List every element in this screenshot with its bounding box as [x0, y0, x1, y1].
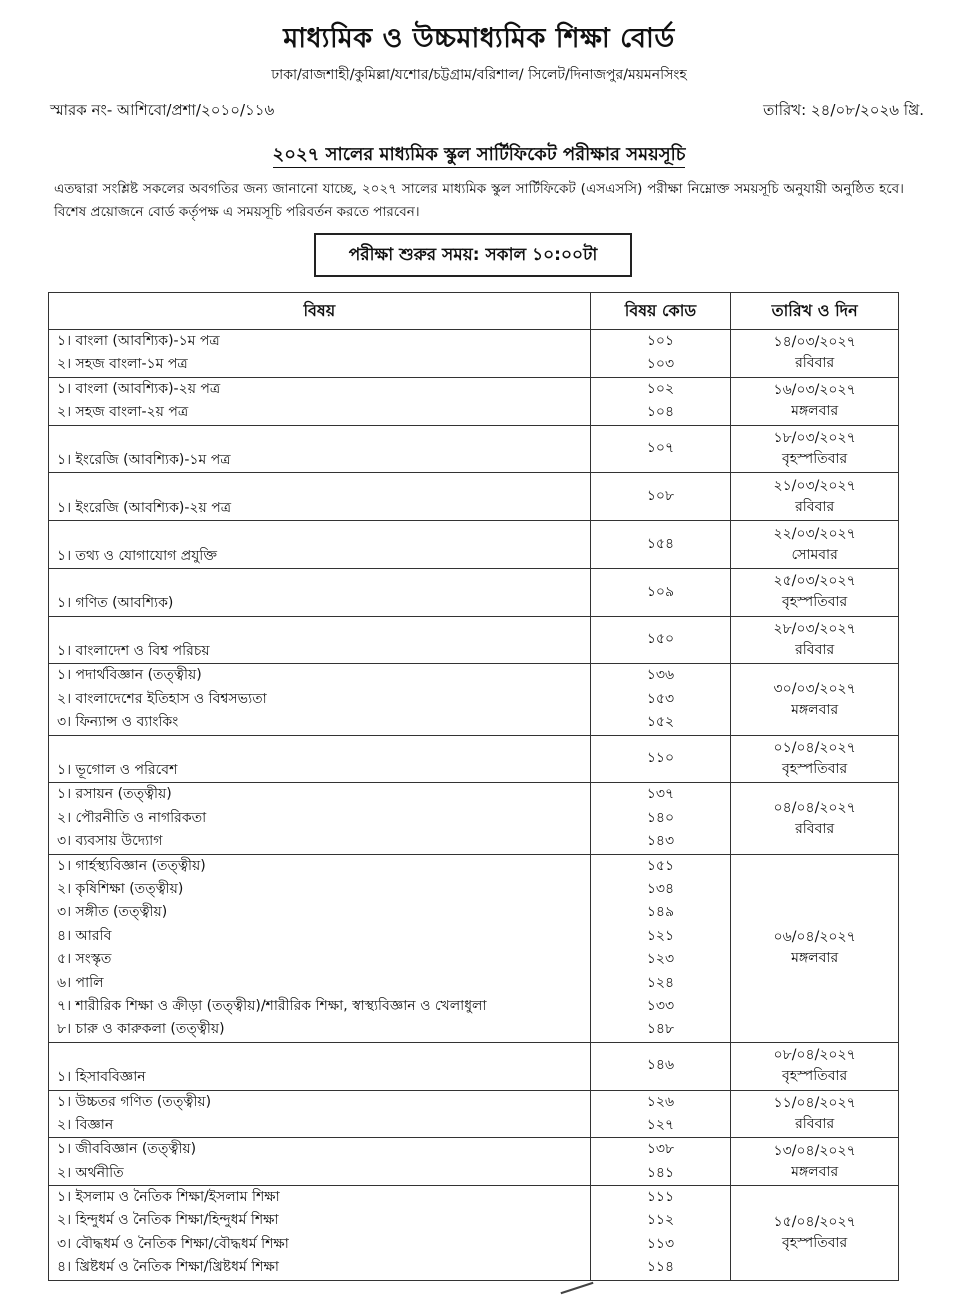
table-row	[49, 330, 899, 378]
subject-code: ১১৪	[646, 1259, 675, 1276]
exam-date: ১১/০৪/২০২৭	[773, 1094, 856, 1111]
subject-cell	[49, 1042, 591, 1090]
subject-code: ১২১	[646, 927, 675, 944]
subject-code: ১৩৪	[646, 880, 675, 897]
date-day-cell	[731, 664, 899, 735]
table-row	[49, 735, 899, 783]
subject-name: ১। গার্হস্থ্যবিজ্ঞান (তত্ত্বীয়)	[57, 857, 206, 874]
table-row	[49, 854, 899, 1042]
exam-day: বৃহস্পতিবার	[781, 1068, 848, 1085]
subject-name: ১। বাংলা (আবশ্যিক)-১ম পত্র	[57, 333, 220, 349]
subject-code: ১৫০	[646, 631, 675, 648]
subject-name: ১। ইংরেজি (আবশ্যিক)-১ম পত্র	[57, 451, 231, 468]
subject-code-cell	[590, 1186, 731, 1281]
exam-day: রবিবার	[795, 1115, 835, 1132]
table-row	[49, 1042, 899, 1090]
subject-name: ২। কৃষিশিক্ষা (তত্ত্বীয়)	[57, 880, 184, 897]
memo-date: তারিখ: ২৪/০৮/২০২৬ খ্রি.	[763, 101, 924, 119]
spacer	[49, 473, 590, 496]
subject-code: ১৫১	[646, 857, 675, 874]
exam-schedule-table	[48, 292, 899, 1281]
exam-day: বৃহস্পতিবার	[781, 761, 848, 778]
subject-cell	[49, 854, 591, 1042]
subject-code-cell	[590, 425, 731, 473]
exam-date: ১৬/০৩/২০২৭	[773, 382, 856, 399]
subject-code: ১০১	[646, 333, 675, 349]
subject-code: ১২৪	[646, 974, 675, 991]
exam-day: মঙ্গলবার	[791, 701, 839, 718]
exam-date: ১৪/০৩/২০২৭	[773, 334, 856, 351]
subject-code-cell	[590, 735, 731, 783]
subject-cell	[49, 1090, 591, 1138]
subject-code: ১০৯	[646, 583, 675, 600]
subject-cell	[49, 783, 591, 854]
subject-code-cell	[590, 854, 731, 1042]
exam-day: বৃহস্পতিবার	[781, 594, 848, 611]
table-row	[49, 377, 899, 425]
document-title: ২০২৭ সালের মাধ্যমিক স্কুল সার্টিফিকেট পরীক্ষার সময়সূচি	[273, 144, 686, 168]
table-row	[49, 783, 899, 854]
subject-name: ৩। ফিন্যান্স ও ব্যাংকিং	[57, 714, 179, 731]
subject-code: ১৩৭	[646, 786, 675, 803]
subject-code: ১০৪	[646, 404, 675, 421]
exam-day: বৃহস্পতিবার	[781, 1234, 848, 1251]
subject-code: ১২৬	[646, 1093, 675, 1110]
subject-code: ১৪১	[646, 1164, 675, 1181]
exam-day: মঙ্গলবার	[791, 403, 839, 420]
subject-code: ১২৭	[646, 1116, 675, 1133]
subject-code-cell	[590, 783, 731, 854]
subject-code: ১০৭	[646, 440, 675, 457]
subject-code: ১৪৬	[646, 1057, 675, 1074]
subject-name: ২। সহজ বাংলা-১ম পত্র	[57, 356, 188, 373]
subject-name: ৪। খ্রিষ্টধর্ম ও নৈতিক শিক্ষা/খ্রিষ্টধর্ম শিক্ষা	[57, 1259, 279, 1276]
subject-name: ২। সহজ বাংলা-২য় পত্র	[57, 404, 189, 421]
date-day-cell	[731, 473, 899, 521]
exam-date: ১৫/০৪/২০২৭	[773, 1213, 856, 1230]
board-name: মাধ্যমিক ও উচ্চমাধ্যমিক শিক্ষা বোর্ড	[283, 23, 675, 54]
subject-name: ৬। পালি	[57, 974, 104, 991]
subject-cell	[49, 473, 591, 521]
exam-day: রবিবার	[795, 642, 835, 659]
document-heading	[0, 140, 958, 171]
subject-code: ১৫৩	[646, 690, 675, 707]
subject-cell	[49, 568, 591, 616]
subject-name: ১। পদার্থবিজ্ঞান (তত্ত্বীয়)	[57, 667, 202, 684]
subject-code-cell	[590, 377, 731, 425]
subject-cell	[49, 735, 591, 783]
subject-code: ১৩৩	[646, 997, 675, 1014]
date-day-cell	[731, 616, 899, 664]
date-day-cell	[731, 735, 899, 783]
table-row	[49, 425, 899, 473]
table-row	[49, 568, 899, 616]
subject-code: ১১৩	[646, 1235, 675, 1252]
subject-name: ১। বাংলা (আবশ্যিক)-২য় পত্র	[57, 380, 221, 397]
subject-name: ২। বাংলাদেশের ইতিহাস ও বিশ্বসভ্যতা	[57, 690, 267, 707]
exam-date: ২৫/০৩/২০২৭	[773, 573, 856, 590]
date-day-cell	[731, 521, 899, 569]
date-day-cell	[731, 1186, 899, 1281]
table-row	[49, 616, 899, 664]
subject-code: ১০৩	[646, 356, 675, 373]
spacer	[49, 1043, 590, 1066]
subject-name: ৩। বৌদ্ধধর্ম ও নৈতিক শিক্ষা/বৌদ্ধধর্ম শিক্ষা	[57, 1235, 289, 1252]
subject-code-cell	[590, 568, 731, 616]
header-subject-code: বিষয় কোড	[590, 293, 731, 330]
subject-name: ১। রসায়ন (তত্ত্বীয়)	[57, 786, 172, 803]
table-row	[49, 1138, 899, 1186]
date-day-cell	[731, 783, 899, 854]
subject-code-cell	[590, 473, 731, 521]
table-header-row	[49, 293, 899, 330]
exam-date: ০৬/০৪/২০২৭	[773, 929, 856, 946]
subject-name: ১। উচ্চতর গণিত (তত্ত্বীয়)	[57, 1093, 212, 1110]
subject-code: ১১২	[646, 1212, 675, 1229]
subject-code: ১০৮	[646, 488, 675, 505]
date-day-cell	[731, 1090, 899, 1138]
subject-code-cell	[590, 664, 731, 735]
subject-code-cell	[590, 1042, 731, 1090]
subject-code: ১৩৬	[646, 667, 675, 684]
subject-code-cell	[590, 330, 731, 378]
date-day-cell	[731, 568, 899, 616]
subject-name: ৮। চারু ও কারুকলা (তত্ত্বীয়)	[57, 1021, 225, 1038]
subject-name: ১। গণিত (আবশ্যিক)	[57, 595, 174, 612]
subject-code: ১০২	[646, 380, 675, 397]
date-day-cell	[731, 425, 899, 473]
exam-day: রবিবার	[795, 355, 835, 372]
subject-code-cell	[590, 521, 731, 569]
subject-name: ২। বিজ্ঞান	[57, 1116, 114, 1133]
table-row	[49, 664, 899, 735]
exam-start-time-box: পরীক্ষা শুরুর সময়: সকাল ১০:০০টা	[314, 233, 632, 277]
subject-cell	[49, 425, 591, 473]
subject-code-cell	[590, 616, 731, 664]
subject-cell	[49, 521, 591, 569]
subject-code: ১১০	[646, 750, 675, 767]
subject-cell	[49, 377, 591, 425]
exam-day: রবিবার	[795, 820, 835, 837]
table-row	[49, 473, 899, 521]
table-row	[49, 1186, 899, 1281]
subject-code: ১২৩	[646, 951, 675, 968]
subject-name: ৩। সঙ্গীত (তত্ত্বীয়)	[57, 904, 168, 921]
date-day-cell	[731, 377, 899, 425]
exam-day: বৃহস্পতিবার	[781, 450, 848, 467]
header-subject: বিষয়	[49, 293, 591, 330]
table-row	[49, 521, 899, 569]
subject-name: ২। হিন্দুধর্ম ও নৈতিক শিক্ষা/হিন্দুধর্ম শিক্ষা	[57, 1212, 279, 1229]
exam-day: রবিবার	[795, 498, 835, 515]
subject-code: ১১১	[646, 1189, 675, 1206]
subject-name: ৩। ব্যবসায় উদ্যোগ	[57, 833, 163, 850]
memo-number: স্মারক নং- আশিবো/প্রশা/২০১০/১১৬	[50, 101, 275, 119]
subject-name: ৫। সংস্কৃত	[57, 951, 112, 968]
date-day-cell	[731, 1042, 899, 1090]
spacer	[49, 426, 590, 449]
spacer	[49, 569, 590, 592]
subject-name: ১। ইসলাম ও নৈতিক শিক্ষা/ইসলাম শিক্ষা	[57, 1189, 280, 1206]
exam-day: মঙ্গলবার	[791, 950, 839, 967]
subject-cell	[49, 664, 591, 735]
header-date-day: তারিখ ও দিন	[731, 293, 899, 330]
table-body	[49, 330, 899, 1281]
subject-code: ১৪০	[646, 809, 675, 826]
subject-code: ১৩৮	[646, 1141, 675, 1158]
subject-name: ১। জীববিজ্ঞান (তত্ত্বীয়)	[57, 1141, 197, 1158]
subject-code: ১৪৮	[646, 1021, 675, 1038]
intro-paragraph: এতদ্বারা সংশ্লিষ্ট সকলের অবগতির জন্য জানানো যাচ্ছে, ২০২৭ সালের মাধ্যমিক স্কুল সার্টিফিকেট (এসএসসি) পরীক্ষা নিম্নোক্ত সময়সূচি অনুযায়ী অনুষ্ঠিত হবে। বিশেষ প্রয়োজনে বোর্ড কর্তৃপক্ষ এ সময়সূচি পরিবর্তন করতে পারবেন।	[54, 181, 904, 220]
subject-name: ১। হিসাববিজ্ঞান	[57, 1069, 146, 1086]
subject-code: ১৪৯	[646, 904, 675, 921]
subject-cell	[49, 330, 591, 378]
subject-code-cell	[590, 1090, 731, 1138]
subject-code: ১৫২	[646, 714, 675, 731]
exam-date: ০৪/০৪/২০২৭	[773, 799, 856, 816]
date-day-cell	[731, 330, 899, 378]
subject-code-cell	[590, 1138, 731, 1186]
subject-name: ৪। আরবি	[57, 927, 112, 944]
exam-date: ০৮/০৪/২০২৭	[773, 1047, 856, 1064]
subject-name: ২। পৌরনীতি ও নাগরিকতা	[57, 809, 207, 826]
subject-name: ১। বাংলাদেশ ও বিশ্ব পরিচয়	[57, 643, 210, 660]
exam-date: ১৩/০৪/২০২৭	[773, 1142, 856, 1159]
subject-name: ৭। শারীরিক শিক্ষা ও ক্রীড়া (তত্ত্বীয়)/শারীরিক শিক্ষা, স্বাস্থ্যবিজ্ঞান ও খেলাধুলা	[57, 997, 487, 1014]
exam-date: ২২/০৩/২০২৭	[773, 525, 856, 542]
spacer	[49, 521, 590, 544]
board-cities: ঢাকা/রাজশাহী/কুমিল্লা/যশোর/চট্টগ্রাম/বরিশাল/ সিলেট/দিনাজপুর/ময়মনসিংহ	[271, 67, 687, 83]
subject-name: ২। অর্থনীতি	[57, 1164, 124, 1181]
exam-date: ২১/০৩/২০২৭	[773, 477, 856, 494]
subject-name: ১। তথ্য ও যোগাযোগ প্রযুক্তি	[57, 547, 217, 564]
spacer	[49, 736, 590, 759]
subject-code: ১৫৪	[646, 535, 675, 552]
exam-date: ১৮/০৩/২০২৭	[773, 429, 856, 446]
subject-name: ১। ইংরেজি (আবশ্যিক)-২য় পত্র	[57, 499, 231, 516]
exam-date: ০১/০৪/২০২৭	[773, 740, 856, 757]
exam-day: সোমবার	[791, 546, 838, 563]
spacer	[49, 617, 590, 640]
subject-cell	[49, 1186, 591, 1281]
table-row	[49, 1090, 899, 1138]
date-day-cell	[731, 1138, 899, 1186]
pen-mark	[561, 1282, 594, 1294]
exam-date: ২৮/০৩/২০২৭	[773, 621, 856, 638]
exam-day: মঙ্গলবার	[791, 1163, 839, 1180]
exam-date: ৩০/০৩/২০২৭	[773, 680, 856, 697]
subject-cell	[49, 1138, 591, 1186]
date-day-cell	[731, 854, 899, 1042]
subject-name: ১। ভূগোল ও পরিবেশ	[57, 762, 178, 779]
subject-cell	[49, 616, 591, 664]
subject-code: ১৪৩	[646, 833, 675, 850]
